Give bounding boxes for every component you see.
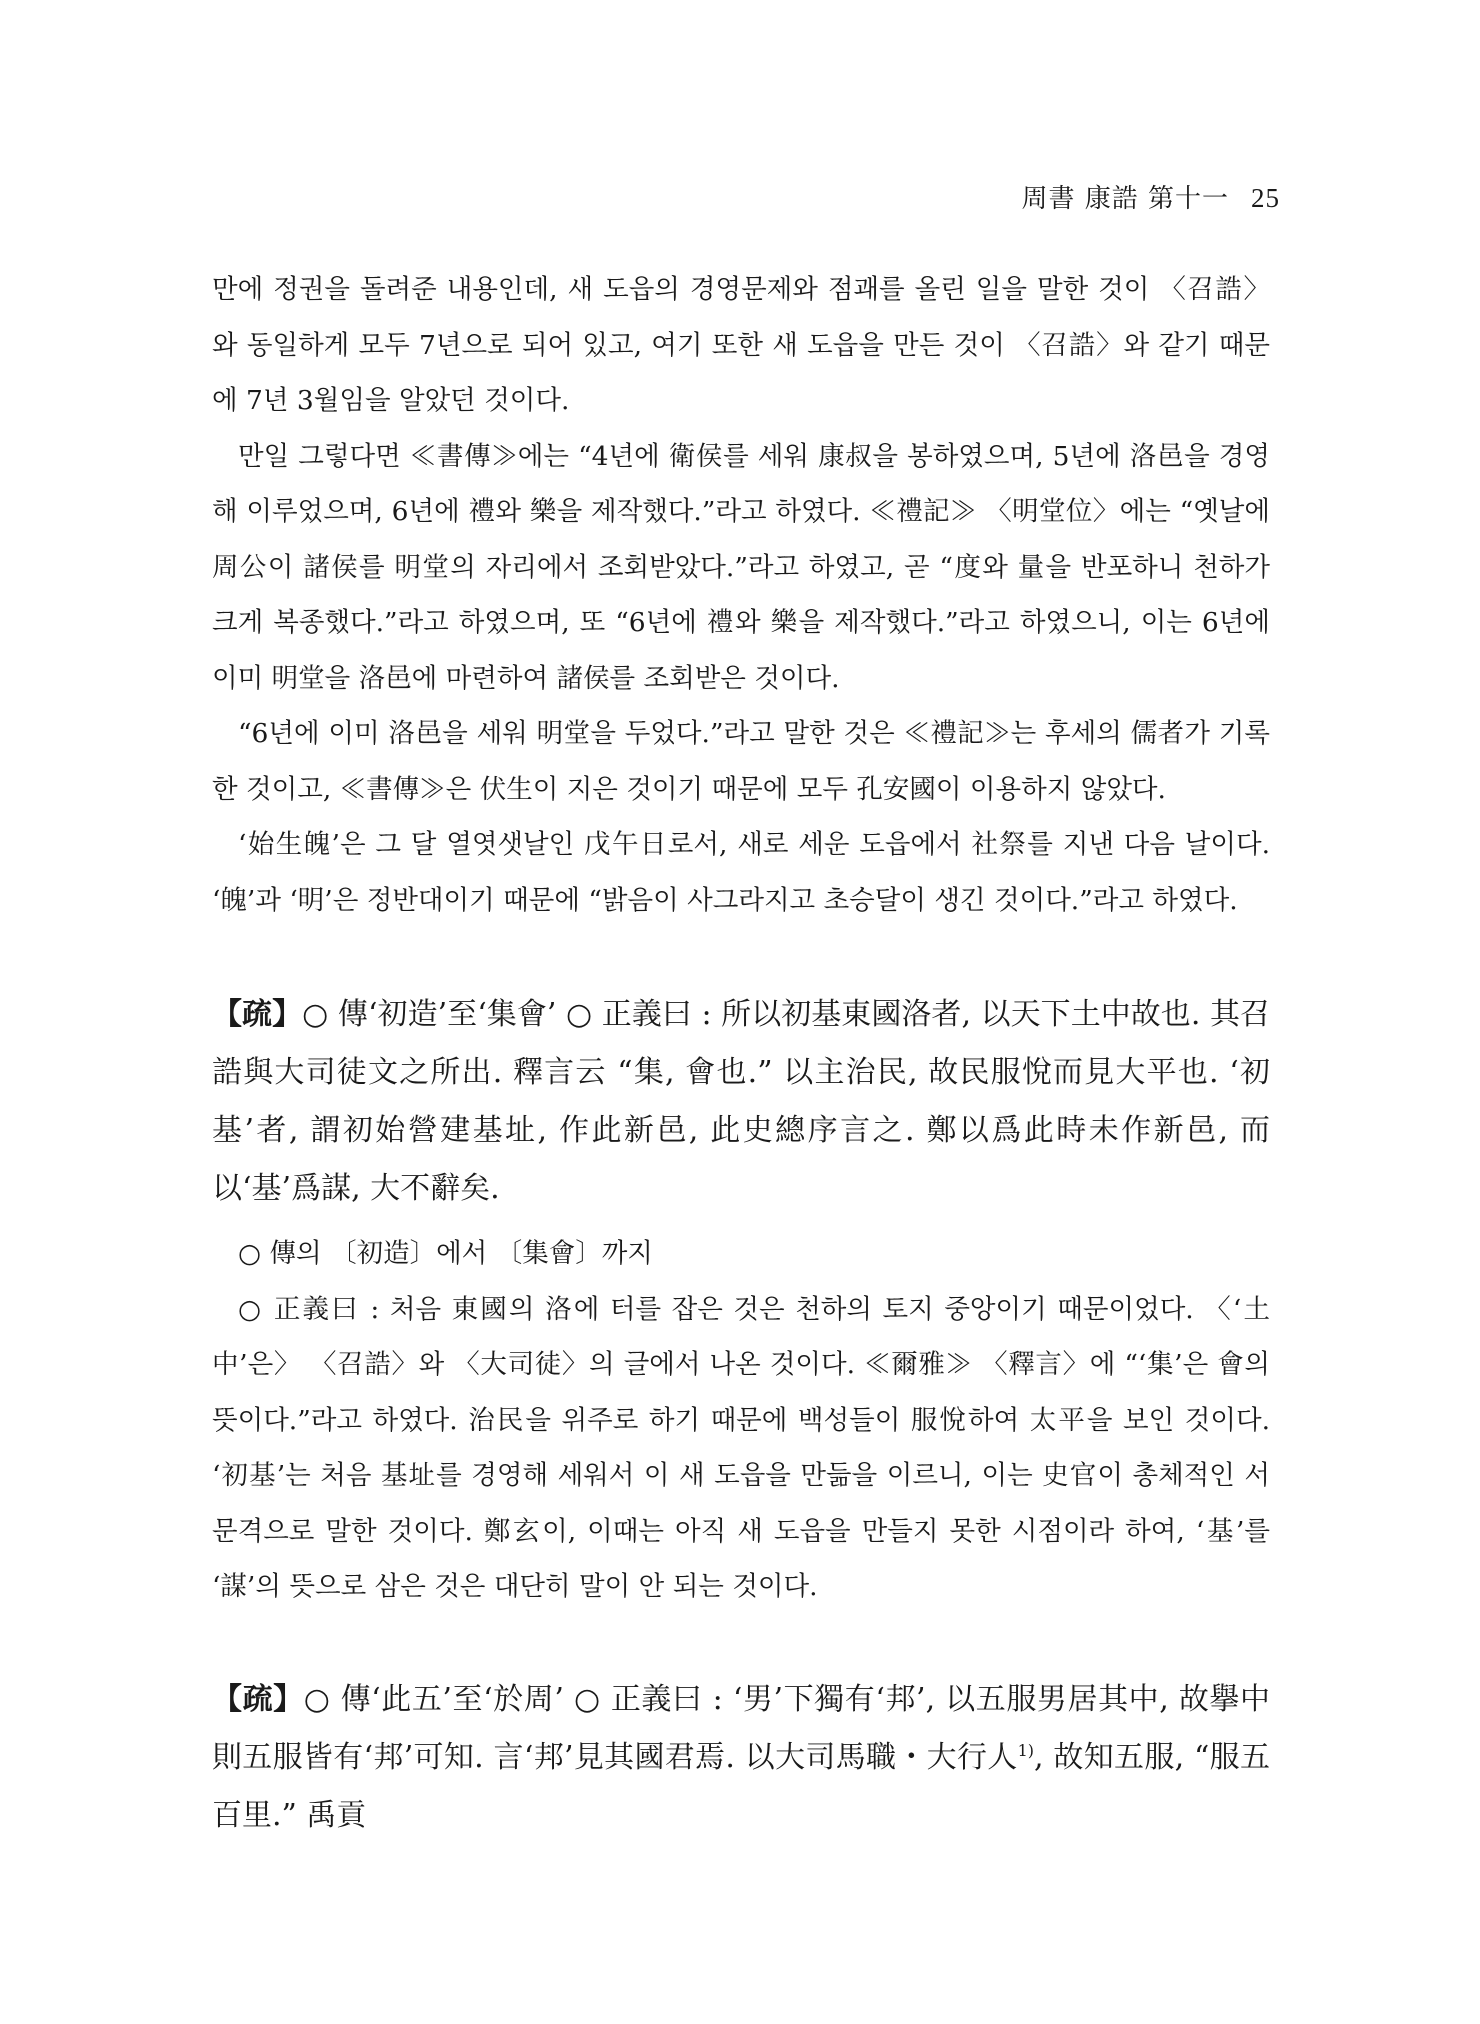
translation-paragraph: ‘始生魄’은 그 달 열엿샛날인 戊午日로서, 새로 세운 도읍에서 社祭를 지낸 다음 날이다. ‘魄’과 ‘明’은 정반대이기 때문에 “밝음이 사그라지고 초승달이 생긴 것이다.”라고 하였다. xyxy=(212,829,1270,916)
footnote-reference[interactable]: 1) xyxy=(1017,1740,1035,1760)
translation-paragraph: 만일 그렇다면 ≪書傳≫에는 “4년에 衛侯를 세워 康叔을 봉하였으며, 5년에 洛邑을 경영해 이루었으며, 6년에 禮와 樂을 제작했다.”라고 하였다. ≪禮記≫ 〈明堂位〉에는 “옛날에 周公이 諸侯를 明堂의 자리에서 조회받았다.”라고 하였고, 곧 “度와 量을 반포하니 천하가 크게 복종했다.”라고 하였으며, 또 “6년에 禮와 樂을 제작했다.”라고 하였으니, 이는 6년에 이미 明堂을 洛邑에 마련하여 諸侯를 조회받은 것이다. xyxy=(212,440,1270,694)
running-header xyxy=(1021,178,1280,215)
page-body xyxy=(212,262,1270,1845)
commentary-text: ○ 傳‘此五’至‘於周’ ○ 正義曰 : ‘男’下獨有‘邦’, 以五服男居其中, 故擧中則五服皆有‘邦’可知. 言‘邦’見其國君焉. 以大司馬職・大行人 xyxy=(212,1681,1271,1775)
running-header-title: 周書 康誥 第十一 xyxy=(1021,184,1229,214)
translation-paragraph: 만에 정권을 돌려준 내용인데, 새 도읍의 경영문제와 점괘를 올린 일을 말한 것이 〈召誥〉와 동일하게 모두 7년으로 되어 있고, 여기 또한 새 도읍을 만든 것이 〈召誥〉와 같기 때문에 7년 3월임을 알았던 것이다. xyxy=(212,274,1270,416)
page-number: 25 xyxy=(1251,183,1280,213)
commentary-tag: 【疏】 xyxy=(212,1681,304,1717)
section-gap xyxy=(212,928,1270,986)
commentary-tag: 【疏】 xyxy=(212,997,303,1032)
commentary-translation: ○ 正義曰 : 처음 東國의 洛에 터를 잡은 것은 천하의 토지 중앙이기 때문이었다. 〈‘土中’은〉 〈召誥〉와 〈大司徒〉의 글에서 나온 것이다. ≪爾雅≫ 〈釋言〉에 “‘集’은 會의 뜻이다.”라고 하였다. 治民을 위주로 하기 때문에 백성들이 服悅하여 太平을 보인 것이다. ‘初基’는 처음 基址를 경영해 세워서 이 새 도읍을 만듦을 이르니, 이는 史官이 총체적인 서문격으로 말한 것이다. 鄭玄이, 이때는 아직 새 도읍을 만들지 못한 시점이라 하여, ‘基’를 ‘謀’의 뜻으로 삼은 것은 대단히 말이 안 되는 것이다. xyxy=(212,1293,1270,1602)
commentary-heading: ○ 傳의 〔初造〕에서 〔集會〕까지 xyxy=(238,1238,653,1269)
commentary-text: , 故知五服, “服五百里.” 禹貢 xyxy=(212,1739,1270,1833)
commentary-text: ○ 傳‘初造’至‘集會’ ○ 正義曰 : 所以初基東國洛者, 以天下土中故也. 其召誥與大司徒文之所出. 釋言云 “集, 會也.” 以主治民, 故民服悅而見大平也. ‘初基’者, 謂初始營建基址, 作此新邑, 此史總序言之. 鄭以爲此時未作新邑, 而以‘基’爲謀, 大不辭矣. xyxy=(212,997,1271,1206)
commentary-paragraph xyxy=(212,1671,1270,1845)
commentary-paragraph xyxy=(212,986,1270,1218)
translation-paragraph: “6년에 이미 洛邑을 세워 明堂을 두었다.”라고 말한 것은 ≪禮記≫는 후세의 儒者가 기록한 것이고, ≪書傳≫은 伏生이 지은 것이기 때문에 모두 孔安國이 이용하지 않았다. xyxy=(212,718,1270,805)
section-gap xyxy=(212,1615,1270,1671)
